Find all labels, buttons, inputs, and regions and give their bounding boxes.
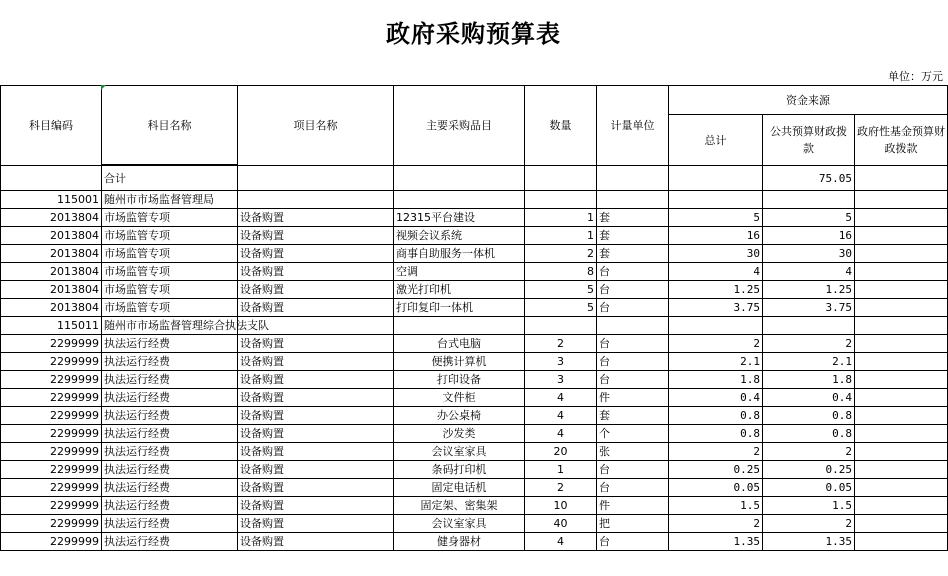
cell-gov-fund xyxy=(855,407,948,425)
cell-code: 115001 xyxy=(1,191,102,209)
cell-public-budget: 16 xyxy=(763,227,855,245)
cell-gov-fund xyxy=(855,227,948,245)
cell-qty: 4 xyxy=(525,425,597,443)
cell-item: 激光打印机 xyxy=(394,281,525,299)
cell-subject: 执法运行经费 xyxy=(102,497,238,515)
cell-gov-fund xyxy=(855,461,948,479)
cell-public-budget: 0.05 xyxy=(763,479,855,497)
cell-item: 打印设备 xyxy=(394,371,525,389)
cell-subject: 执法运行经费 xyxy=(102,515,238,533)
cell-project: 设备购置 xyxy=(238,425,394,443)
cell-project: 设备购置 xyxy=(238,209,394,227)
cell-total: 0.25 xyxy=(669,461,763,479)
header-public-budget: 公共预算财政拨款 xyxy=(763,115,855,166)
cell-unit: 台 xyxy=(597,353,669,371)
cell-public-budget: 1.25 xyxy=(763,281,855,299)
header-code: 科目编码 xyxy=(1,86,102,166)
cell-public-budget: 3.75 xyxy=(763,299,855,317)
cell-gov-fund xyxy=(855,389,948,407)
cell-item: 12315平台建设 xyxy=(394,209,525,227)
cell-qty: 4 xyxy=(525,389,597,407)
cell-total xyxy=(669,191,763,209)
cell-item: 固定架、密集架 xyxy=(394,497,525,515)
cell-item: 条码打印机 xyxy=(394,461,525,479)
table-row xyxy=(1,281,948,299)
table-row xyxy=(1,515,948,533)
cell-code: 2013804 xyxy=(1,245,102,263)
cell-subject: 执法运行经费 xyxy=(102,353,238,371)
cell-subject: 市场监管专项 xyxy=(102,263,238,281)
cell-total: 0.4 xyxy=(669,389,763,407)
cell-project: 设备购置 xyxy=(238,497,394,515)
table-row xyxy=(1,353,948,371)
unit-label: 单位：万元 xyxy=(888,70,943,83)
cell-public-budget: 1.35 xyxy=(763,533,855,551)
cell-qty: 2 xyxy=(525,479,597,497)
cell-item: 空调 xyxy=(394,263,525,281)
cell-item: 会议室家具 xyxy=(394,515,525,533)
cell-gov-fund xyxy=(855,299,948,317)
cell-unit: 台 xyxy=(597,299,669,317)
cell-subject: 执法运行经费 xyxy=(102,425,238,443)
cell-code: 2013804 xyxy=(1,281,102,299)
cell-gov-fund xyxy=(855,263,948,281)
cell-item: 沙发类 xyxy=(394,425,525,443)
cell-gov-fund xyxy=(855,479,948,497)
budget-table xyxy=(0,85,948,551)
cell-qty xyxy=(525,191,597,209)
cell-subject: 随州市市场监督管理综合执法支队 xyxy=(102,317,238,335)
cell-item: 打印复印一体机 xyxy=(394,299,525,317)
cell-item: 台式电脑 xyxy=(394,335,525,353)
cell-code: 2013804 xyxy=(1,299,102,317)
cell-public-budget: 0.8 xyxy=(763,407,855,425)
cell-public-budget: 2 xyxy=(763,443,855,461)
cell-subject: 市场监管专项 xyxy=(102,281,238,299)
cell-code: 2299999 xyxy=(1,497,102,515)
cell-unit: 件 xyxy=(597,497,669,515)
cell-unit: 台 xyxy=(597,263,669,281)
cell-gov-fund xyxy=(855,317,948,335)
cell-subject: 执法运行经费 xyxy=(102,389,238,407)
cell-gov-fund xyxy=(855,515,948,533)
cell-total: 1.5 xyxy=(669,497,763,515)
cell-unit: 个 xyxy=(597,425,669,443)
cell-subject: 执法运行经费 xyxy=(102,533,238,551)
cell-public-budget: 2 xyxy=(763,335,855,353)
cell-gov-fund xyxy=(855,371,948,389)
table-row xyxy=(1,299,948,317)
cell-public-budget: 1.5 xyxy=(763,497,855,515)
cell-project: 设备购置 xyxy=(238,245,394,263)
cell-unit: 套 xyxy=(597,227,669,245)
cell-code: 2299999 xyxy=(1,479,102,497)
cell-project: 设备购置 xyxy=(238,389,394,407)
cell-project: 设备购置 xyxy=(238,533,394,551)
cell-item: 文件柜 xyxy=(394,389,525,407)
table-row xyxy=(1,227,948,245)
cell-code: 2299999 xyxy=(1,443,102,461)
cell-project: 设备购置 xyxy=(238,263,394,281)
cell-unit: 把 xyxy=(597,515,669,533)
cell-unit: 台 xyxy=(597,335,669,353)
cell-project: 设备购置 xyxy=(238,335,394,353)
cell-item: 商事自助服务一体机 xyxy=(394,245,525,263)
cell-unit: 台 xyxy=(597,461,669,479)
table-row xyxy=(1,497,948,515)
cell-total: 2 xyxy=(669,335,763,353)
cell-gov-fund xyxy=(855,281,948,299)
cell-qty: 2 xyxy=(525,245,597,263)
cell-unit xyxy=(597,191,669,209)
cell-code: 2299999 xyxy=(1,353,102,371)
header-unit: 计量单位 xyxy=(597,86,669,166)
cell-qty: 3 xyxy=(525,353,597,371)
cell-project: 设备购置 xyxy=(238,353,394,371)
cell-item: 会议室家具 xyxy=(394,443,525,461)
cell-total: 16 xyxy=(669,227,763,245)
cell-unit: 套 xyxy=(597,407,669,425)
cell-public-budget xyxy=(763,317,855,335)
cell-subject: 随州市市场监督管理局 xyxy=(102,191,238,209)
cell-public-budget: 2.1 xyxy=(763,353,855,371)
table-row xyxy=(1,479,948,497)
cell-total: 0.8 xyxy=(669,425,763,443)
cell-qty: 8 xyxy=(525,263,597,281)
cell-subject: 执法运行经费 xyxy=(102,443,238,461)
cell-project xyxy=(238,191,394,209)
cell-project: 设备购置 xyxy=(238,461,394,479)
cell-total: 1.35 xyxy=(669,533,763,551)
cell-subject: 执法运行经费 xyxy=(102,371,238,389)
cell-gov-fund xyxy=(855,335,948,353)
cell-qty: 2 xyxy=(525,335,597,353)
cell-unit: 台 xyxy=(597,281,669,299)
cell-total: 30 xyxy=(669,245,763,263)
cell-unit: 张 xyxy=(597,443,669,461)
cell-item: 办公桌椅 xyxy=(394,407,525,425)
header-subject: 科目名称 xyxy=(102,86,238,165)
cell-qty: 5 xyxy=(525,281,597,299)
cell-unit: 台 xyxy=(597,533,669,551)
cell-code: 2299999 xyxy=(1,461,102,479)
cell-item: 健身器材 xyxy=(394,533,525,551)
cell-project: 设备购置 xyxy=(238,479,394,497)
cell-code: 2299999 xyxy=(1,425,102,443)
cell-code: 2013804 xyxy=(1,263,102,281)
cell-qty: 40 xyxy=(525,515,597,533)
cell-qty: 5 xyxy=(525,299,597,317)
cell-code: 2013804 xyxy=(1,227,102,245)
cell-total: 1.8 xyxy=(669,371,763,389)
cell-project: 设备购置 xyxy=(238,299,394,317)
cell-qty: 1 xyxy=(525,209,597,227)
total-row xyxy=(1,166,948,191)
cell-gov-fund xyxy=(855,209,948,227)
cell-qty xyxy=(525,317,597,335)
cell-public-budget: 4 xyxy=(763,263,855,281)
cell-total: 2 xyxy=(669,515,763,533)
total-public-budget: 75.05 xyxy=(763,166,855,191)
cell-public-budget: 0.8 xyxy=(763,425,855,443)
cell-gov-fund xyxy=(855,245,948,263)
cell-item xyxy=(394,317,525,335)
cell-qty: 4 xyxy=(525,533,597,551)
cell-project: 设备购置 xyxy=(238,443,394,461)
table-row xyxy=(1,317,948,335)
cell-public-budget: 30 xyxy=(763,245,855,263)
cell-gov-fund xyxy=(855,443,948,461)
cell-marker xyxy=(101,85,106,90)
cell-qty: 1 xyxy=(525,227,597,245)
cell-unit: 台 xyxy=(597,371,669,389)
cell-subject: 执法运行经费 xyxy=(102,461,238,479)
cell-qty: 20 xyxy=(525,443,597,461)
cell-code: 2299999 xyxy=(1,515,102,533)
cell-total: 2.1 xyxy=(669,353,763,371)
cell-qty: 1 xyxy=(525,461,597,479)
cell-gov-fund xyxy=(855,191,948,209)
cell-unit: 件 xyxy=(597,389,669,407)
cell-subject: 执法运行经费 xyxy=(102,479,238,497)
cell-code: 2299999 xyxy=(1,389,102,407)
table-row xyxy=(1,371,948,389)
page-title: 政府采购预算表 xyxy=(386,19,561,48)
total-label: 合计 xyxy=(102,166,238,191)
cell-gov-fund xyxy=(855,533,948,551)
cell-code: 2299999 xyxy=(1,371,102,389)
cell-gov-fund xyxy=(855,353,948,371)
cell-project: 设备购置 xyxy=(238,371,394,389)
cell-subject: 市场监管专项 xyxy=(102,245,238,263)
table-row xyxy=(1,443,948,461)
table-row xyxy=(1,425,948,443)
cell-project: 设备购置 xyxy=(238,281,394,299)
header-fund-source: 资金来源 xyxy=(669,86,948,115)
table-row xyxy=(1,533,948,551)
cell-qty: 4 xyxy=(525,407,597,425)
cell-total: 5 xyxy=(669,209,763,227)
cell-public-budget: 5 xyxy=(763,209,855,227)
cell-unit: 套 xyxy=(597,209,669,227)
cell-qty: 10 xyxy=(525,497,597,515)
cell-subject: 市场监管专项 xyxy=(102,209,238,227)
cell-total: 4 xyxy=(669,263,763,281)
cell-total: 3.75 xyxy=(669,299,763,317)
header-item: 主要采购品目 xyxy=(394,86,525,166)
cell-public-budget xyxy=(763,191,855,209)
cell-subject: 执法运行经费 xyxy=(102,335,238,353)
cell-item: 视频会议系统 xyxy=(394,227,525,245)
cell-public-budget: 0.25 xyxy=(763,461,855,479)
cell-item: 固定电话机 xyxy=(394,479,525,497)
cell-unit: 套 xyxy=(597,245,669,263)
cell-subject: 市场监管专项 xyxy=(102,299,238,317)
header-gov-fund: 政府性基金预算财政拨款 xyxy=(855,115,948,166)
cell-code: 115011 xyxy=(1,317,102,335)
header-project: 项目名称 xyxy=(238,86,394,166)
table-row xyxy=(1,263,948,281)
cell-item xyxy=(394,191,525,209)
cell-code: 2299999 xyxy=(1,533,102,551)
cell-unit: 台 xyxy=(597,479,669,497)
table-row xyxy=(1,461,948,479)
cell-total: 1.25 xyxy=(669,281,763,299)
table-row xyxy=(1,335,948,353)
cell-code: 2299999 xyxy=(1,335,102,353)
header-qty: 数量 xyxy=(525,86,597,166)
cell-project: 设备购置 xyxy=(238,407,394,425)
cell-total: 0.8 xyxy=(669,407,763,425)
cell-gov-fund xyxy=(855,425,948,443)
cell-code: 2299999 xyxy=(1,407,102,425)
cell-subject: 市场监管专项 xyxy=(102,227,238,245)
table-row xyxy=(1,407,948,425)
table-row xyxy=(1,191,948,209)
table-row xyxy=(1,245,948,263)
cell-gov-fund xyxy=(855,497,948,515)
cell-total: 0.05 xyxy=(669,479,763,497)
cell-unit xyxy=(597,317,669,335)
header-total: 总计 xyxy=(669,115,763,166)
cell-qty: 3 xyxy=(525,371,597,389)
table-row xyxy=(1,389,948,407)
table-row xyxy=(1,209,948,227)
cell-project: 设备购置 xyxy=(238,515,394,533)
cell-subject: 执法运行经费 xyxy=(102,407,238,425)
cell-total: 2 xyxy=(669,443,763,461)
cell-public-budget: 2 xyxy=(763,515,855,533)
cell-total xyxy=(669,317,763,335)
cell-code: 2013804 xyxy=(1,209,102,227)
cell-public-budget: 1.8 xyxy=(763,371,855,389)
cell-item: 便携计算机 xyxy=(394,353,525,371)
cell-public-budget: 0.4 xyxy=(763,389,855,407)
cell-project: 设备购置 xyxy=(238,227,394,245)
